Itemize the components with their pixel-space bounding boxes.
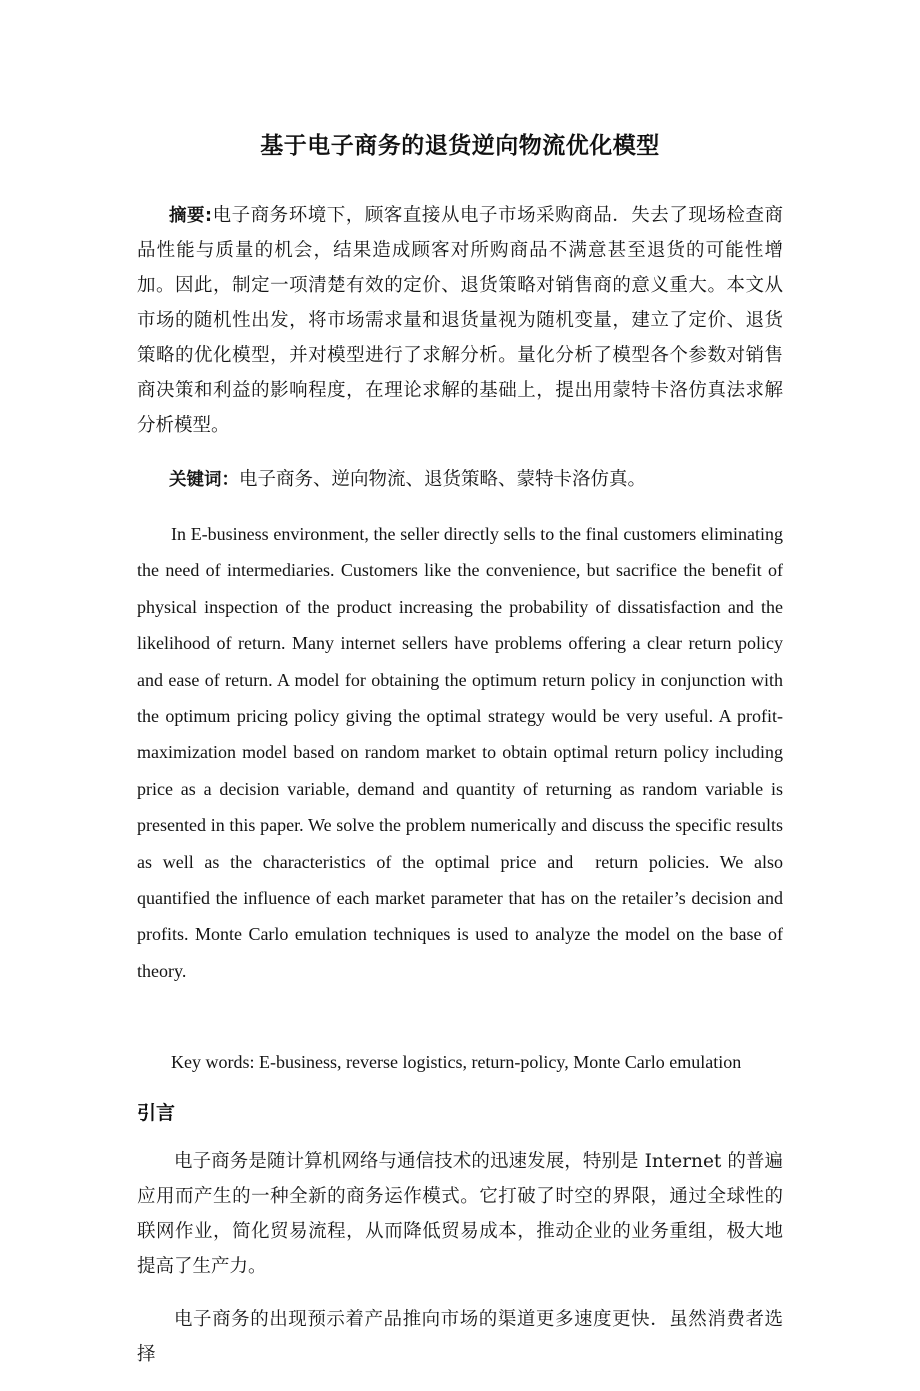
page-content-column	[137, 0, 783, 1391]
section-heading-introduction: 引言	[137, 1102, 176, 1125]
english-keywords-line: Key words: E-business, reverse logistics, return-policy, Monte Carlo emulation	[171, 1051, 742, 1072]
keywords-label: 关键词：	[169, 469, 239, 490]
chinese-keywords-paragraph	[137, 463, 783, 498]
abstract-label: 摘要:	[169, 206, 213, 226]
keywords-body-text: 电子商务、逆向物流、退货策略、蒙特卡洛仿真。	[239, 469, 647, 490]
chinese-abstract-paragraph	[137, 199, 783, 444]
english-abstract-body-first: In E-business environment, the seller directly sells to the final customers eliminating the need of intermediaries. Customers like the convenience, but sacrifice the benefit of physical inspection of the product increasing the probability of dissatisfaction and the likelihood of return. Many internet sellers have problems offering a clear return policy and ease of return. A model for obtaining the optimum return policy in conjunction with the optimum pricing policy giving the optimal strategy would be very useful. A profit-maximization model based on random market to obtain optimal return policy including price as a decision variable, demand and quantity of returning as random variable is presented in this paper. We solve the problem numerically and discuss the specific results as well as the characteristics of the optimal price and	[137, 524, 783, 872]
english-abstract-body-second: return policies. We also quantified the influence of each market parameter that has on the retailer’s decision and profits. Monte Carlo emulation techniques is used to analyze the model on the base of theory.	[137, 851, 783, 981]
introduction-paragraph-2: 电子商务的出现预示着产品推向市场的渠道更多速度更快．虽然消费者选择	[137, 1309, 783, 1366]
english-abstract-paragraph	[137, 516, 783, 1026]
abstract-body-text: 电子商务环境下，顾客直接从电子市场采购商品．失去了现场检查商品性能与质量的机会，结果造成顾客对所购商品不满意甚至退货的可能性增加。因此，制定一项清楚有效的定价、退货策略对销售商的意义重大。本文从市场的随机性出发，将市场需求量和退货量视为随机变量，建立了定价、退货策略的优化模型，并对模型进行了求解分析。量化分析了模型各个参数对销售商决策和利益的影响程度，在理论求解的基础上，提出用蒙特卡洛仿真法求解分析模型。	[137, 206, 783, 436]
page-title: 基于电子商务的退货逆向物流优化模型	[260, 133, 660, 159]
introduction-paragraph-1: 电子商务是随计算机网络与通信技术的迅速发展，特别是 Internet 的普遍应用而产生的一种全新的商务运作模式。它打破了时空的界限，通过全球性的联网作业，简化贸易流程，从而降低贸易成本，推动企业的业务重组，极大地提高了生产力。	[137, 1150, 783, 1277]
